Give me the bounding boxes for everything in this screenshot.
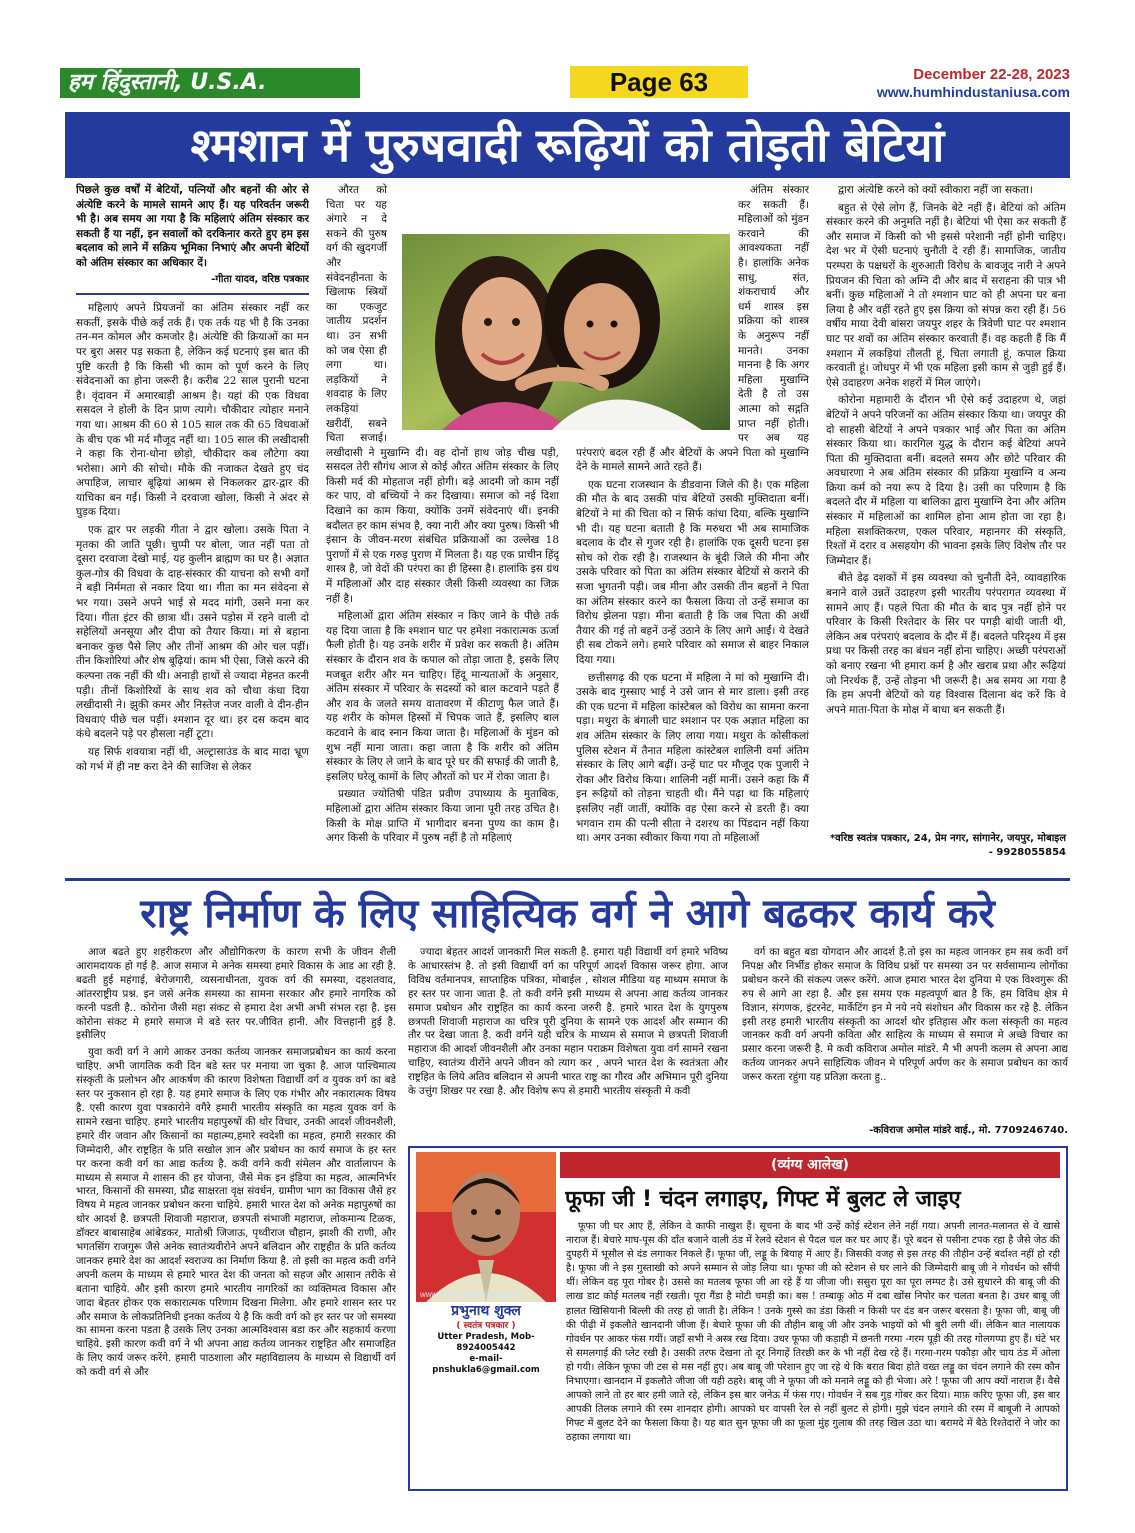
article1-paragraph: यह सिर्फ शवयात्रा नहीं थी, अल्ट्रासाउंड के बाद मादा भ्रूण को गर्भ में ही नष्ट करा देने की साजिश से लेकर xyxy=(76,745,309,773)
article2-paragraph: युवा कवी वर्ग ने आगे आकर उनका कर्तव्य जानकर समाजप्रबोधन का कार्य करना चाहिए. अभी जागतिक कवी दिन बडे स्तर पर मनाया जा चुका है. आज पाश्चिमात्य संस्कृती के प्रलोभन और आकर्षण की कारण विशेषता विद्यार्थी वर्ग व युवक वर्ग का बडे स्तर पर नुकसान हो रहा है. यह हमारे समाज के लिए एक गंभीर और नकारात्मक विषय है. एसी कारण युवा पत्रकारोने वगैरे हमारी भारतीय संस्कृति का महत्व युवक वर्ग के सामने रखना चाहिए. हमारे भारतीय महापुरुषों की थोर विचार, उनकी आदर्श जीवनशैली, हमारे वीर जवान और किसानों का महात्म्य,हमारे स्वदेशी का महत्व, हमारी सरकार की जिम्मेदारी, और राष्ट्रहित के प्रति सखोल ज्ञान और प्रबोधन का कार्य समाज के हर स्तर पर करना कवी वर्ग का आद्य कर्तव्य है. कवी वर्गने कवी संमेलन और वार्तालापन के माध्यम से समाज मे शासन की हर योजना, जैसे मेक इन इंडिया का महत्व, आत्मनिर्भर भारत, किसानों की समस्या, प्रौढ साक्षरता वृक्ष संवर्धन, ग्रामीण भाग का विकास जैसे हर विषय मे महत्व जानकर प्रबोधन करना चाहिये. हमारी भारत देश को अनेक महापुरुषों का थोर आदर्श है. छत्रपती शिवाजी महाराज, छत्रपती संभाजी महाराज, लोकमान्य टिळक, डॉक्टर बाबासाहेब आंबेडकर, मातोश्री जिजाऊ, पृथ्वीराज चौहान, झाशी की राणी, और भगतसिंग राजगुरू जैसे अनेक स्वातंत्र्यवीरोने अपने बलिदान और राष्ट्रहीत के प्रति कर्तव्य जानकर हमारे देश का आदर्श स्वराज्य का निर्माण किया है. तो इसी का महत्व कवी वर्गने अपनी कलम के माध्यम से हमारे भारत देश की जनता को सहज और आसान तरीके से बताना चाहिये. और इसी कारण हमारे भारतीय नागरिकों का व्यक्तिमत्व विकास और जादा बेहतर होकर एक सकारात्मक परिणाम दिखना मिलेगा. और हमारे शासन स्तर पर और समाज के लोकप्रतिनिधी इनका कर्तव्य ये है कि कवी वर्ग को हर स्तर पर जो समस्या का सामना करना पडता है उसके लिए उनका आत्मविश्वास बडा कर और सहकार्य करणा चाहिये. इसी कारण कवी वर्ग ने भी अपना आद्य कर्तव्य जानकर राष्ट्रहित और समाजहित के लिए कार्य जरूर करेंगे. हमारी पाठशाला और महाविद्यालय के माध्यम से विद्यार्थी वर्ग को कवी वर्ग से और xyxy=(76,1047,396,1379)
article2-byline: -कविराज अमोल मांडरे वाई., मो. 7709246740. xyxy=(869,1125,1068,1136)
satire-paragraph: फूफा जी घर आए हैं, लेकिन वे काफी नाखुश हैं। सूचना के बाद भी उन्हें कोई स्टेशन लेने नहीं गया। अपनी लानत-मलानत से वे खासे नाराज हैं। बेचारे माघ-पूस की दाँत बजाने वाली ठंड में रेलवे स्टेशन से पैदल चल कर घर आए हैं। पूरे बदन से पसीना टपक रहा है जैसे जेठ की दुपहरी में भूसौल से दंड लगाकर निकले हैं। फूफा जी, लड्डू के बियाह में आए हैं। जिसकी वजह से इस तरह की तौहीन उन्हें बर्दाश्त नहीं हो रही है। फूफा जी ने इस गुस्ताखी को अपने सम्मान से जोड़ लिया था। फूफा जी को स्टेशन से घर लाने की जिम्मेदारी बाबू जी ने गोवर्धन को सौंपी थीं। लेकिन वह पूरा गोबर है। उससे का मतलब फूफा जी आ रहे हैं या जीजा जी। ससुरा पूरा का पूरा लम्पट है। उसे सुधारने की बाबू जी की लाख डाट कोई मतलब नहीं रखती। पूरा गैंडा है मोटी चमड़ी का। बस ! तम्बाकू ओठ में दबा खोंस निपोर कर चलता बनता है। उधर बाबू जी हालत खिसियानी बिल्ली की तरह हो जाती है। लेकिन ! उनके गुस्से का डंडा किसी न किसी पर दंड बन जरूर बरसता है। फूफा जी, बाबू जी की पीढ़ी में इकलौते खानदानी जीजा हैं। बेचारे फूफा जी की तौहीन बाबू जी और उनके भाइयों को भी बुरी लगी थीं। लेकिन बात नालायक गोवर्धन पर आकर फंस गयीं। जहाँ सभी ने अस्त्र रख दिया। उधर फूफा जी कड़ाही में छनती गरमा -गरम पूड़ी की तरह गोलगप्पा हुए हैं। घंटे भर से समलगाई की प्लेट रखी है। उसकी तरफ देखना तो दूर निगाहें तिरछी कर के भी नहीं देख रहे हैं। गरमा-गरम पकौड़ा और चाय ठंड में ओला हो गयी। लेकिन फूफा जी टस से मस नहीं हुए। अब बाबू जी परेशान हुए जा रहे थे कि बरात बिदा होते वख्त लड्डू का चंदन लगाने की रस्म कौन निभाएगा। खानदान में इकलौते जीजा जी यही ठहरे। बाबू जी ने फूफा जी को मनाने लड्डू को ही भेजा। अरे ! फूफा जी आप क्यों नाराज हैं। वैसे आपको लाने तो हर बार हमी जाते रहे, लेकिन इस बार जनेऊ में फंस गए। गोवर्धन ने सब गुड़ गोबर कर दिया। माफ़ करिए फूफा जी, इस बार आपकी तिलक लगाने की रस्म शानदार होगी। आपको घर वापसी रेल से नहीं बुलट से होगी। मुझे चंदन लगाने की रस्म में बाबूजी ने आपको गिफ्ट में बुलट देने का फैसला किया है। यह बात सुन फूफा जी का फूला मुंह गुलाब की तरह खिल उठा था। बरामदे में बैठे रिश्तेदारों ने जोर का ठहाका लगाया था। xyxy=(566,1221,1060,1444)
article2-headline: राष्ट्र निर्माण के लिए साहित्यिक वर्ग ने आगे बढकर कार्य करे xyxy=(140,891,995,937)
author-photo xyxy=(416,1152,556,1302)
masthead xyxy=(60,66,1070,104)
article1-headline: श्मशान में पुरुषवादी रूढ़ियों को तोड़ती बेटियां xyxy=(65,112,1070,178)
article2-column-1 xyxy=(76,946,396,1486)
article1-column-4 xyxy=(826,183,1066,833)
article1-intro: पिछले कुछ वर्षों में बेटियों, पत्नियों और बहनों की ओर से अंत्येष्टि करने के मामले सामने आए हैं। यह परिवर्तन जरूरी भी है। अब समय आ गया है कि महिलाएं अंतिम संस्कार कर सकती हैं या नहीं, इन सवालों को दरकिनार करते हुए हम इस बदलाव को लाने में सक्रिय भूमिका निभाएं और अपनी बेटियों को अंतिम संस्कार का अधिकार दें। xyxy=(76,184,309,269)
article2-paragraph: ज्यादा बेहतर आदर्श जानकारी मिल सकती है. हमारा यही विद्यार्थी वर्ग हमारे भविष्य के आधारस्तंभ है. तो इसी विद्यार्थी वर्ग का परिपूर्ण आदर्श विकास जरूर होगा. आज विविध वर्तमानपत्र, साप्ताहिक पत्रिका, मोबाईल , सोशल मीडिया यह माध्यम समाज के हर स्तर पर जाना जाता है. तो कवी वर्गने इसी माध्यम से अपना आद्य कर्तव्य जानकर समाज प्रबोधन और राष्ट्रहित का कार्य करना जरुरी है. हमारे भारत देश के युगपुरुष छत्रपती शिवाजी महाराज का चरित्र पूरी दुनिया के सामने एक आदर्श और सम्मान की तौर पर देखा जाता है. कवी वर्गने यही चरित्र के माध्यम से समाज मे छत्रपती शिवाजी महाराज की आदर्श जीवनशैली और उनका महान पराक्रम विशेषता युवा वर्ग सामने रखना चाहिए, स्वातंत्र्य वीरोंने अपने जीवन को त्याग कर , अपने भारत देश के स्वतंत्रता और राष्ट्रहित के लिये अतिव बलिदान से अपनी भारत राष्ट्र का गौरव और अभिमान पूरी दुनिया के उत्तुंग शिखर पर रखा है. और विशेष रूप से हमारी भारतीय संस्कृती मे कवी xyxy=(408,947,728,1098)
article1-footer-credit: *वरिष्ठ स्वतंत्र पत्रकार, 24, प्रेम नगर, सांगानेर, जयपुर, मोबाइल - 9928055854 xyxy=(829,833,1066,858)
mother-daughter-photo xyxy=(402,234,730,430)
article1-byline: -गीता यादव, वरिष्ठ पत्रकार xyxy=(211,273,309,285)
author-name: प्रभुनाथ शुक्ल xyxy=(451,1303,521,1319)
divider xyxy=(76,293,309,295)
photo-watermark-url: www.humhindustaniusa.com xyxy=(420,1290,522,1299)
newspaper-logo: हम हिंदुस्तानी, U.S.A. xyxy=(60,68,360,98)
author-email[interactable]: e-mail- pnshukla6@gmail.com xyxy=(432,1354,540,1375)
satire-body xyxy=(566,1220,1060,1482)
article1-paragraph: द्वारा अंत्येष्टि करने को क्यों स्वीकारा नहीं जा सकता। xyxy=(838,184,1033,196)
article2-column-3 xyxy=(742,946,1068,1126)
author-role: ( स्वतंत्र पत्रकार ) xyxy=(456,1321,516,1331)
section-divider xyxy=(65,878,1070,881)
article1-paragraph: महिलाएं अपने प्रियजनों का अंतिम संस्कार नहीं कर सकतीं, इसके पीछे कई तर्क हैं। एक तर्क यह भी है कि उनका तन-मन कोमल और कमजोर है। अंत्येष्टि की क्रियाओं का मन पर बुरा असर पड़ सकता है, लेकिन कई घटनाएं इस बात की पुष्टि करती है कि किसी भी काम को पूर्ण करने के लिए संवेदनाओं का होना जरूरी है। करीब 22 साल पुरानी घटना है। वृंदावन में अमारबाड़ी आश्रम है। यहां की एक विधवा ससदल ने होली के दिन प्राण त्यागे। चौकीदार त्योहार मनाने गया था। आश्रम की 60 से 105 साल तक की 65 विधवाओं के बीच एक भी मर्द मौजूद नहीं था। 105 साल की लखीदासी ने कहा कि रोना-धोना छोड़ो, चौकीदार कब लौटेगा क्या भरोसा। आगे की सोचो। मौके की नजाकत देखते हुए चंद अपाहिज, लाचार बूढ़ियां आश्रम से निकलकर द्वार-द्वार की याचिका बन गईं। किसी ने दरवाजा खोला, किसी ने अंदर से घुड़क दिया। xyxy=(76,302,309,519)
article1-paragraph: बीते डेढ़ दशकों में इस व्यवस्था को चुनौती देने, व्यावहारिक बनाने वाले उन्नतें उदाहरण इसी भारतीय परंपरागत व्यवस्था में सामने आए हैं। पहले पिता की मौत के बाद पुत्र नहीं होने पर परिवार के किसी रिश्तेदार के सिर पर पगड़ी बांधी जाती थी, लेकिन अब परंपराएं बदलाव के दौर में हैं। बदलते परिदृश्य में इस प्रथा पर किसी तरह का बंधन नहीं होना चाहिए। अच्छी परंपराओं को बनाए रखना भी हमारा कर्म है और खराब प्रथा और रूढ़ियां जो निरर्थक हैं, उन्हें तोड़ना भी जरूरी है। अब समय आ गया है कि हम अपनी बेटियों को यह विश्वास दिलाना बंद करें कि वे अपने माता-पिता के मोक्ष में बाधा बन सकती हैं। xyxy=(826,572,1066,716)
article1-paragraph: छत्तीसगढ़ की एक घटना में महिला ने मां को मुखाग्नि दी। उसके बाद गुस्साए भाई ने उसे जान से मार डाला। इसी तरह की एक घटना में महिला कांस्टेबल को विरोध का सामना करना पड़ा। मथुरा के बंगाली घाट श्मशान पर एक अज्ञात महिला का शव अंतिम संस्कार के लिए लाया गया। मथुरा के कोसीकलां पुलिस स्टेशन में तैनात महिला कांस्टेबल शालिनी वर्मा अंतिम संस्कार के लिए आगे बढ़ीं। उन्हें घाट पर मौजूद एक पुजारी ने रोका और विरोध किया। शालिनी नहीं मानीं। उसने कहा कि मैं इन रूढ़ियों को तोड़ना चाहती थी। मैंने पढ़ा था कि महिलाएं इसलिए नहीं जातीं, क्योंकि वह ऐसा करने से डरती हैं। क्या भगवान राम की पत्नी सीता ने दशरथ का पिंडदान नहीं किया था। अगर उनका स्वीकार किया गया तो महिलाओं xyxy=(576,671,809,845)
article1-paragraph: एक घटना राजस्थान के डीडवाना जिले की है। एक महिला की मौत के बाद उसकी पांच बेटियों उसकी मुक्तिदाता बनीं। बेटियों ने मां की चिता को न सिर्फ कांधा दिया, बल्कि मुखाग्नि भी दी। यह घटना बताती है कि मरुधरा भी अब सामाजिक बदलाव के दौर से गुजर रही है। हालांकि एक दूसरी घटना इस सोच को रोक रही है। राजस्थान के बूंदी जिले की मीना और उसके परिवार को पिता का अंतिम संस्कार बेटियों से कराने की सजा भुगतनी पड़ी। जब मीना और उसकी तीन बहनों ने पिता का अंतिम संस्कार करने का फैसला किया तो उन्हें समाज का विरोध झेलना पड़ा। मीना बताती है कि जब पिता की अर्थी तैयार की गई तो बहनें उन्हें उठाने के लिए आगे आईं। ये देखते ही सब टोकने लगे। हमारे परिवार को समाज से बाहर निकाल दिया गया। xyxy=(576,478,809,666)
author-card xyxy=(416,1303,556,1375)
article1-paragraph: एक द्वार पर लड़की गीता ने द्वार खोला। उसके पिता ने मृतका की जाति पूछी। चुप्पी पर बोला, जात नहीं पता तो दूसरा दरवाजा देखो माई, यह कुलीन ब्राह्मण का घर है। अज्ञात कुल-गोत्र की विधवा के दाह-संस्कार की याचना को सभी वर्गों ने बड़ी निर्ममता से नकार दिया था। गीता का मन संवेदना से भर गया। उसने अपने भाई से मदद मांगी, उसने मना कर दिया। गीता इंटर की छात्रा थी। उसने पड़ोस में रहने वाली दो सहेलियों अनसूया और दीपा को तैयार किया। मां से बहाना बनाकर कुछ पैसे लिए और तीनों आश्रम की ओर चल पड़ीं। तीन किशोरियां और शेष बूढ़ियां। काम भी ऐसा, जिसे करने की कल्पना तक नहीं की थी। अनाड़ी हाथों से ज्यादा मेहनत करनी पड़ी। तीनों किशोरियों के साथ शव को चौथा कंधा दिया लखीदासी ने। झुकी कमर और निस्तेज नजर वाली वे दीन-हीन विधवाएं पीछे चल पड़ीं। श्मशान दूर था। हर दस कदम बाद कंधे बदलने पड़े पर हौसला नहीं टूटा। xyxy=(76,524,309,741)
website-link[interactable]: www.humhindustaniusa.com xyxy=(876,84,1070,100)
article2-paragraph: वर्ग का बहुत बडा योगदान और आदर्श है.तो इस का महत्व जानकर हम सब कवी वर्ग निपक्ष और निर्भीड होकर समाज के विविध प्रश्नों पर समस्या उन पर सर्वसामान्य लोगोंका प्रबोधन करने की संकल्प जरूर करेंगे. आज हमारा भारत देश दुनिया मे एक विश्वगुरू की रुप से आगे आ रहा है. और इस समय एक महत्वपूर्ण बात है कि, हम विविध क्षेत्र मे विज्ञान, संगणक, इंटरनेट, मार्केटिंग इन मे नये नये संशोधन और विकास कर रहे है. लेकिन इसी तरह हमारी भारतीय संस्कृती का आदर्श थोर इतिहास और कला संस्कृती का महत्व जानकर कवी वर्ग अपनी कविता और साहित्य के माध्यम से समाज मे अच्छे विचार का प्रसार करना जरूरी है. मे कवी कविराज अमोल मांडरे. मै भी अपनी कलम से अपना आद्य कर्तव्य जानकर अपने साहित्यिक जीवन मे परिपूर्ण अर्पण कर के समाज प्रबोधन का कार्य जरूर करता रहुंगा यह प्रतिज्ञा करता हु.. xyxy=(742,947,1068,1084)
author-location: Utter Pradesh, Mob-8924005442 xyxy=(437,1332,535,1353)
satire-title: फूफा जी ! चंदन लगाइए, गिफ्ट में बुलट ले जाइए xyxy=(565,1187,961,1212)
page-number: Page 63 xyxy=(570,66,748,98)
article1-paragraph: कोरोना महामारी के दौरान भी ऐसे कई उदाहरण थे, जहां बेटियों ने अपने परिजनों का अंतिम संस्कार किया था। जयपुर की दो साहसी बेटियों ने अपने पत्रकार भाई और पिता का अंतिम संस्कार किया था। कारगिल युद्ध के दौरान कई बेटियां अपने पिता की मुक्तिदाता बनीं। बदलते समय और छोटे परिवार की अवधारणा ने अब अंतिम संस्कार की प्रक्रिया मुखाग्नि व अन्य क्रिया कर्म को नया रूप दे दिया है। उसी का परिणाम है कि बदलते दौर में महिला या बालिका द्वारा मुखाग्नि देना और अंतिम संस्कार में महिलाओं का शामिल होना आम होता जा रहा है। महिला सशक्तिकरण, एकल परिवार, महानगर की संस्कृति, रिश्तों में दरार व असहयोग की भावना इसके लिए विशेष तौर पर जिम्मेदार हैं। xyxy=(826,394,1066,567)
article1-paragraph: औरत को चिता पर यह अंगारे न दे सकने की पुरुष वर्ग की खुदगर्जी और संवेदनहीनता के खिलाफ स्त्रियों का एकजुट जातीय प्रदर्शन था। उन सभी को जब ऐसा ही लगा था। लड़कियों ने शवदाह के लिए लकड़ियां खरीदीं, सबने चिता सजाई। लखीदासी ने मुखाग्नि दी। वह दोनों हाथ जोड़ चीख पड़ी, ससदल तेरी सौगंध आज से कोई औरत अंतिम संस्कार के लिए किसी मर्द की मोहताज नहीं होगी। बड़े आदमी जो काम नहीं कर पाए, वो बच्चियों ने कर दिखाया। समाज को नई दिशा दिखाने का काम किया, क्योंकि उनमें संवेदनाएं थीं। इनकी बदौलत हर काम संभव है, क्या नारी और क्या पुरुष। किसी भी इंसान के जीवन-मरण संबंधित प्रक्रियाओं का उल्लेख 18 पुराणों में से एक गरुड़ पुराण में मिलता है। यह एक प्राचीन हिंदू शास्त्र है, जो वेदों की परंपरा का ही हिस्सा है। हालांकि इस ग्रंथ में महिलाओं और दाह संस्कार जैसी किसी व्यवस्था का जिक्र नहीं है। xyxy=(326,184,559,605)
article1-paragraph: अंतिम संस्कार कर सकती हैं। महिलाओं को मुंडन करवाने की आवश्यकता नहीं है। हालांकि अनेक साधु, संत, शंकराचार्य और धर्म शास्त्र इस प्रक्रिया को शास्त्र के अनुरूप नहीं मानते। उनका मानना है कि अगर महिला मुखाग्नि देती है तो उस आत्मा को सद्गति प्राप्त नहीं होती। पर अब यह परंपराएं बदल रही हैं और बेटियों के अपने पिता को मुखाग्नि देने के मामले सामने आते रहते हैं। xyxy=(576,184,809,474)
issue-date: December 22-28, 2023 xyxy=(913,66,1070,83)
article1-paragraph: महिलाओं द्वारा अंतिम संस्कार न किए जाने के पीछे तर्क यह दिया जाता है कि श्मशान घाट पर हमेशा नकारात्मक ऊर्जा फैली होती है। यह उनके शरीर में प्रवेश कर सकती है। अंतिम संस्कार के दौरान शव के कपाल को तोड़ा जाता है, इसके लिए मजबूत शरीर और मन चाहिए। हिंदू मान्यताओं के अनुसार, अंतिम संस्कार में परिवार के सदस्यों को बाल कटवाने पड़ते हैं और शव के जलते समय वातावरण में कीटाणु फैल जाते हैं। यह शरीर के कोमल हिस्सों में चिपक जाते हैं, इसलिए बाल कटवाने के बाद स्नान किया जाता है। महिलाओं के मुंडन को शुभ नहीं माना जाता। कहा जाता है कि शरीर को अंतिम संस्कार के लिए ले जाने के बाद पूरे घर की सफाई की जाती है, इसलिए घरेलू कामों के लिए औरतों को घर में रोका जाता है। xyxy=(326,610,559,783)
article2-column-2 xyxy=(408,946,728,1142)
article1-paragraph: बहुत से ऐसे लोग हैं, जिनके बेटे नहीं हैं। बेटियां को अंतिम संस्कार करने की अनुमति नहीं है। बेटियां भी ऐसा कर सकती हैं और समाज में किसी को भी इससे परेशानी नहीं होनी चाहिए। देश भर में ऐसी घटनाएं चुनौती दे रही हैं। सामाजिक, जातीय परम्परा के पक्षधरों के शुरुआती विरोध के बावजूद नारी ने अपने प्रियजन की चिता को अग्नि दी और बाद में सराहना की पात्र भी बनीं। कुछ महिलाओं ने तो श्मशान घाट को ही अपना घर बना लिया है और वहीं रहते हुए इस क्रिया को संपन्न करा रही हैं। 56 वर्षीय माया देवी बांसरा जयपुर शहर के त्रिवेणी घाट पर श्मशान घाट पर शवों का अंतिम संस्कार करवाती हैं। वह कहती हैं कि मैं श्मशान में लकड़ियां तौलती हूं, चिता लगाती हूं, कपाल क्रिया करवाती हूं। जोधपुर में भी एक महिला इसी काम से जुड़ी हुई हैं। ऐसे उदाहरण अनेक शहरों में मिल जाएंगे। xyxy=(826,201,1066,389)
article2-paragraph: आज बढते हुए शहरीकरण और औद्योगिकरण के कारण सभी के जीवन शैली आरामदायक हो गई है. आज समाज मे अनेक समस्या हमारे विकास के आड आ रही है. बढती हुई महंगाई, बेरोजगारी, व्यसनाधीनता, युवक वर्ग की समस्या, दहशतवाद, आंतरराष्ट्रीय प्रश्न. इन जसे अनेक समस्या का सामना सरकार और हमारे नागरिक को करनी पडती है.. कोरोना जैसी महा संकट से हमारा देश अभी अभी संभल रहा है. इस कोरोना संकट मे हमारे समाज मे बडे स्तर पर.जीवित हानी. और वित्तहानी हुई है. इसीलिए xyxy=(76,947,396,1042)
article1-column-1 xyxy=(76,183,309,873)
article1-paragraph: प्रख्यात ज्योतिषी पंडित प्रवीण उपाध्याय के मुताबिक, महिलाओं द्वारा अंतिम संस्कार किया जाना पूरी तरह उचित है। किसी के मोक्ष प्राप्ति में भागीदार बनना पुण्य का काम है। अगर किसी के परिवार में पुरुष नहीं है तो महिलाएं xyxy=(326,788,559,845)
satire-category-tag: (व्यंग्य आलेख) xyxy=(560,1152,1060,1178)
